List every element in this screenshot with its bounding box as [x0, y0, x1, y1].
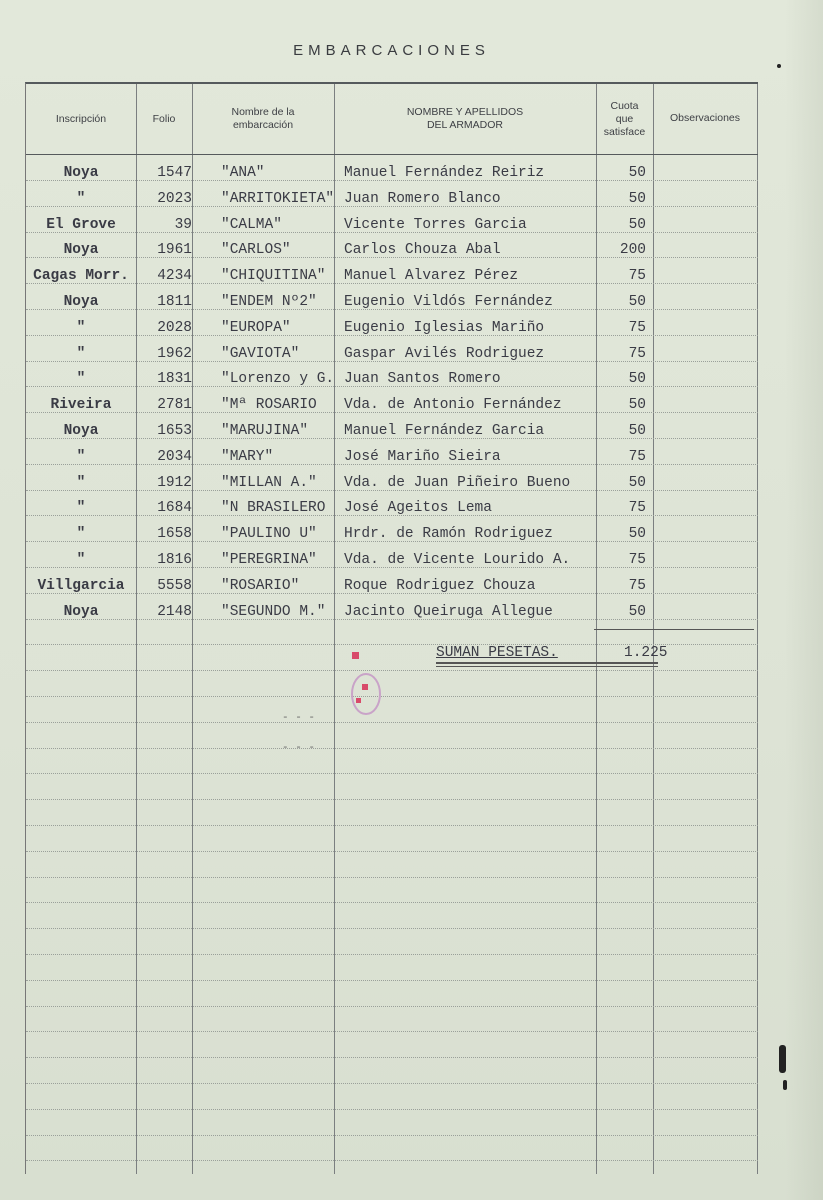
header-armador — [334, 84, 596, 154]
ruled-line — [26, 877, 758, 878]
cell-cuota: 50 — [628, 397, 646, 414]
table-row — [26, 444, 758, 470]
cell-cuota: 75 — [628, 268, 646, 285]
cell-embarcacion: "Lorenzo y G. — [221, 371, 335, 388]
cell-folio: 1684 — [157, 500, 192, 517]
table-row — [26, 599, 758, 625]
header-folio — [136, 84, 192, 154]
ruled-line — [26, 1135, 758, 1136]
ruled-line — [26, 1109, 758, 1110]
ruled-line — [26, 722, 758, 723]
cell-folio: 39 — [174, 216, 192, 233]
cell-inscripcion: " — [76, 474, 86, 491]
cell-cuota: 50 — [628, 371, 646, 388]
cell-folio: 1912 — [157, 474, 192, 491]
ink-blot — [777, 64, 781, 68]
cell-armador: Roque Rodriguez Chouza — [344, 577, 536, 594]
table-row — [26, 341, 758, 367]
cell-cuota: 50 — [628, 526, 646, 543]
cell-inscripcion: " — [76, 190, 86, 207]
cell-embarcacion: "ENDEM Nº2" — [221, 294, 317, 310]
cell-embarcacion: "MARUJINA" — [221, 423, 309, 439]
cell-embarcacion: "Mª ROSARIO — [221, 397, 317, 414]
ruled-line — [26, 1006, 758, 1007]
header-embarcacion-line2: embarcación — [232, 119, 294, 131]
cell-cuota: 50 — [628, 294, 646, 310]
cell-armador: Vda. de Antonio Fernández — [344, 397, 562, 414]
cell-armador: Manuel Alvarez Pérez — [344, 268, 519, 285]
header-folio-label: Folio — [152, 112, 176, 125]
total-rule-double — [436, 662, 658, 664]
cell-embarcacion: "MILLAN A." — [221, 474, 317, 491]
cell-embarcacion: "ARRITOKIETA" — [221, 190, 335, 207]
cell-inscripcion: Villgarcia — [37, 577, 125, 594]
cell-cuota: 75 — [628, 448, 646, 465]
cell-cuota: 50 — [628, 165, 646, 181]
header-observaciones-label: Observaciones — [669, 112, 741, 124]
cell-folio: 1961 — [157, 242, 192, 259]
ruled-line — [26, 748, 758, 749]
cell-folio: 1962 — [157, 345, 192, 362]
stamp-ring — [352, 674, 380, 714]
header-armador-line1: NOMBRE Y APELLIDOS — [406, 106, 524, 118]
cell-cuota: 75 — [628, 552, 646, 568]
ruled-line — [26, 799, 758, 800]
cell-armador: Eugenio Vildós Fernández — [344, 294, 553, 310]
cell-armador: Vda. de Vicente Lourido A. — [344, 552, 571, 568]
header-observaciones — [653, 84, 757, 154]
table-row — [26, 186, 758, 212]
cell-inscripcion: " — [76, 345, 86, 362]
table-row — [26, 521, 758, 547]
cell-embarcacion: "CHIQUITINA" — [221, 268, 326, 285]
cell-cuota: 50 — [628, 603, 646, 620]
cell-armador: Vda. de Juan Piñeiro Bueno — [344, 474, 571, 491]
cell-inscripcion: El Grove — [46, 216, 116, 233]
ink-blot — [779, 1045, 786, 1073]
table-row — [26, 237, 758, 263]
cell-inscripcion: " — [76, 319, 86, 336]
cell-cuota: 75 — [628, 577, 646, 594]
cell-folio: 2028 — [157, 319, 192, 336]
pencil-mark: - - - — [282, 712, 316, 724]
header-rule — [26, 154, 758, 155]
cell-embarcacion: "ANA" — [221, 165, 265, 181]
cell-folio: 2781 — [157, 397, 192, 414]
table-row — [26, 212, 758, 238]
cell-cuota: 75 — [628, 319, 646, 336]
header-cuota-line1: Cuota — [610, 99, 639, 112]
cell-embarcacion: "MARY" — [221, 448, 274, 465]
cell-embarcacion: "N BRASILERO — [221, 500, 326, 517]
ruled-line — [26, 954, 758, 955]
ruled-line — [26, 1083, 758, 1084]
cell-armador: Juan Santos Romero — [344, 371, 501, 388]
cell-inscripcion: " — [76, 500, 86, 517]
cell-cuota: 50 — [628, 423, 646, 439]
cell-inscripcion: " — [76, 552, 86, 568]
cell-armador: Vicente Torres Garcia — [344, 216, 527, 233]
cell-folio: 1816 — [157, 552, 192, 568]
cell-folio: 1811 — [157, 294, 192, 310]
cell-embarcacion: "GAVIOTA" — [221, 345, 300, 362]
table-row — [26, 289, 758, 315]
table-row — [26, 366, 758, 392]
table-row — [26, 573, 758, 599]
total-rule-top — [594, 629, 754, 630]
cell-embarcacion: "SEGUNDO M." — [221, 603, 326, 620]
cell-armador: Juan Romero Blanco — [344, 190, 501, 207]
seal-stamp — [344, 652, 384, 722]
cell-embarcacion: "PAULINO U" — [221, 526, 317, 543]
header-armador-line2: DEL ARMADOR — [426, 119, 504, 131]
cell-embarcacion: "CALMA" — [221, 216, 282, 233]
stamp-mark — [352, 652, 359, 659]
cell-cuota: 200 — [619, 242, 646, 259]
cell-folio: 1831 — [157, 371, 192, 388]
ledger-table — [25, 82, 758, 1174]
cell-folio: 1658 — [157, 526, 192, 543]
cell-armador: Gaspar Avilés Rodriguez — [344, 345, 545, 362]
header-inscripcion-label: Inscripción — [55, 112, 107, 125]
cell-embarcacion: "ROSARIO" — [221, 577, 300, 594]
cell-inscripcion: Noya — [63, 242, 99, 259]
page-edge-shadow — [785, 0, 823, 1200]
cell-folio: 2148 — [157, 603, 192, 620]
table-row — [26, 315, 758, 341]
ruled-line — [26, 1031, 758, 1032]
cell-inscripcion: Noya — [63, 603, 99, 620]
ruled-line — [26, 928, 758, 929]
cell-armador: Carlos Chouza Abal — [344, 242, 501, 259]
header-embarcacion — [192, 84, 334, 154]
cell-armador: Hrdr. de Ramón Rodriguez — [344, 526, 553, 543]
cell-cuota: 50 — [628, 474, 646, 491]
cell-inscripcion: " — [76, 526, 86, 543]
ruled-line — [26, 851, 758, 852]
cell-embarcacion: "PEREGRINA" — [221, 552, 317, 568]
total-value: 1.225 — [624, 645, 668, 661]
cell-folio: 4234 — [157, 268, 192, 285]
ruled-line — [26, 825, 758, 826]
table-row — [26, 470, 758, 496]
cell-armador: Manuel Fernández Garcia — [344, 423, 545, 439]
header-inscripcion — [26, 84, 136, 154]
pencil-mark: - - - — [282, 742, 316, 754]
table-row — [26, 495, 758, 521]
cell-cuota: 50 — [628, 216, 646, 233]
total-rule-double — [436, 666, 658, 667]
cell-embarcacion: "CARLOS" — [221, 242, 291, 259]
cell-inscripcion: " — [76, 371, 86, 388]
header-cuota-line3: satisface — [603, 125, 646, 138]
ruled-line — [26, 902, 758, 903]
cell-inscripcion: Noya — [63, 423, 99, 439]
ink-blot — [783, 1080, 787, 1090]
cell-inscripcion: Cagas Morr. — [33, 268, 129, 285]
header-cuota-line2: que — [615, 112, 634, 125]
ruled-line — [26, 1057, 758, 1058]
cell-folio: 1653 — [157, 423, 192, 439]
cell-folio: 5558 — [157, 577, 192, 594]
header-cuota — [596, 84, 653, 154]
cell-inscripcion: Riveira — [50, 397, 112, 414]
cell-inscripcion: Noya — [63, 294, 99, 310]
cell-inscripcion: " — [76, 448, 86, 465]
cell-cuota: 75 — [628, 500, 646, 517]
table-row — [26, 392, 758, 418]
cell-armador: Manuel Fernández Reiriz — [344, 165, 545, 181]
page-title: EMBARCACIONES — [293, 42, 490, 59]
cell-folio: 2023 — [157, 190, 192, 207]
stamp-mark — [356, 698, 361, 703]
ruled-line — [26, 1160, 758, 1161]
cell-inscripcion: Noya — [63, 165, 99, 181]
ruled-line — [26, 696, 758, 697]
total-label: SUMAN PESETAS. — [436, 645, 558, 661]
cell-cuota: 75 — [628, 345, 646, 362]
table-row — [26, 547, 758, 573]
table-row — [26, 263, 758, 289]
cell-armador: José Ageitos Lema — [344, 500, 492, 517]
cell-armador: José Mariño Sieira — [344, 448, 501, 465]
ruled-line — [26, 980, 758, 981]
cell-cuota: 50 — [628, 190, 646, 207]
cell-folio: 2034 — [157, 448, 192, 465]
cell-armador: Jacinto Queiruga Allegue — [344, 603, 553, 620]
cell-armador: Eugenio Iglesias Mariño — [344, 319, 545, 336]
table-row — [26, 418, 758, 444]
header-embarcacion-line1: Nombre de la — [231, 106, 295, 118]
ruled-line — [26, 773, 758, 774]
cell-folio: 1547 — [157, 165, 192, 181]
stamp-mark — [362, 684, 368, 690]
ruled-line — [26, 670, 758, 671]
table-row — [26, 160, 758, 186]
cell-embarcacion: "EUROPA" — [221, 319, 291, 336]
